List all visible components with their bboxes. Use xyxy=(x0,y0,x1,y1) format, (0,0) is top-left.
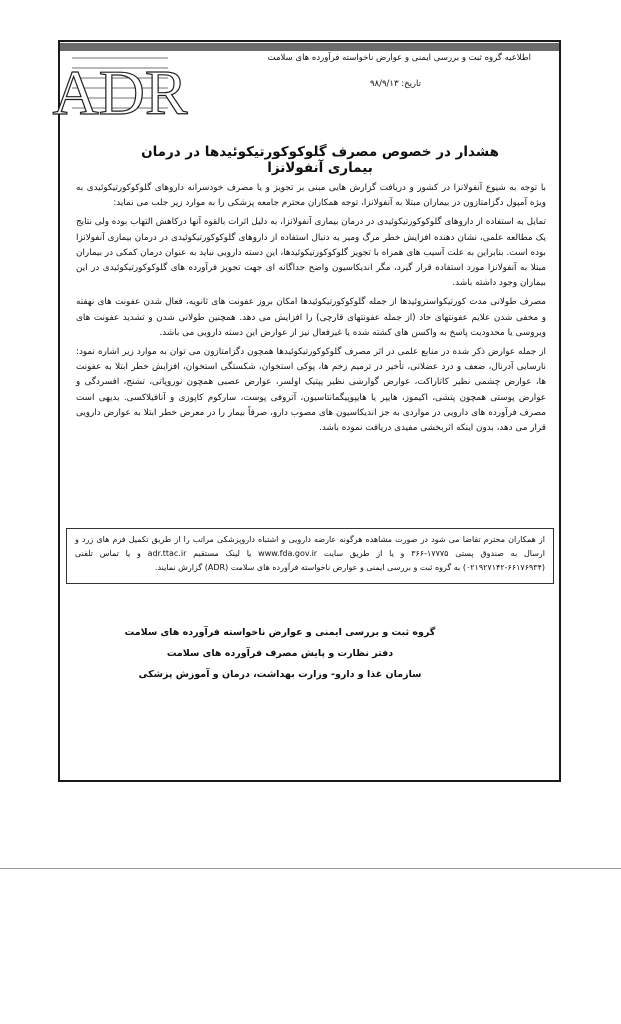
notice-text: از همکاران محترم تقاضا می شود در صورت مشاهده هرگونه عارضه دارویی و اشتباه داروپزشکی مراتب را از طریق تکمیل فرم های زرد و ارسال به صندوق پستی ۱۷۷۷۵-۳۶۶ و یا از طریق سایت www.fda.gov.ir یا لینک مستقیم adr.ttac.ir و یا تماس تلفنی (۶۶۱۷۶۹۳۴-۰۲۱۹۲۷۱۴۲) به گروه ثبت و بررسی ایمنی و عوارض ناخواسته فرآورده های سلامت (ADR) گزارش نمایند. xyxy=(75,535,545,572)
body-paragraph-2: تمایل به استفاده از داروهای گلوکوکورتیکوئیدی در درمان بیماری آنفولانزا، به دلیل اثرات بالقوه آنها درکاهش التهاب بوده ولی نتایج یک مطالعه علمی، نشان دهنده افزایش خطر مرگ ومیر به دنبال استفاده از داروهای گلوکوکورتیکوئیدی در درمان بیماری آنفولانزا بوده است. بنابراین به علت آسیب های همراه با تجویز گلوکوکورتیکوئیدها، این دسته دارویی نباید به عنوان درمان کمکی در بیماران مبتلا به آنفولانزا مورد استفاده قرار گیرد، مگر اندیکاسیون واضح جداگانه ای جهت تجویز فرآورده های گلوکوکورتیکوئیدی در این بیماران وجود داشته باشد. xyxy=(76,217,546,289)
signature-line-2: دفتر نظارت و پایش مصرف فرآورده های سلامت xyxy=(166,648,394,659)
body-paragraph-3: مصرف طولانی مدت کورتیکواستروئیدها از جمله گلوکوکورتیکوئیدها امکان بروز عفونت های ثانویه، فعال شدن عفونت های نهفته و مخفی شدن علایم عفونتهای حاد (از جمله عفونتهای قارچی) را افزایش می دهد. همچنین طولانی شدن و تشدید عفونت های ویروسی یا محدودیت پاسخ به واکسن های کشته شده یا غیرفعال نیز از عوارض این دسته دارویی می باشد. xyxy=(76,297,546,338)
date-line: تاریخ: ۹۸/۹/۱۳ xyxy=(369,79,421,89)
document-title: هشدار در خصوص مصرف گلوکوکورتیکوئیدها در درمان بیماری آنفولانزا xyxy=(141,144,499,176)
signature-line-1: گروه ثبت و بررسی ایمنی و عوارض ناخواسته فرآورده های سلامت xyxy=(124,627,436,638)
signature-line-3: سازمان غذا و دارو- وزارت بهداشت، درمان و آموزش پزشکی xyxy=(138,669,422,680)
signature-block xyxy=(120,622,440,685)
adr-logo xyxy=(52,48,188,128)
logo-text: ADR xyxy=(52,57,188,128)
header-org-line: اطلاعیه گروه ثبت و بررسی ایمنی و عوارض ناخواسته فرآورده های سلامت xyxy=(267,53,531,63)
body-paragraph-1: با توجه به شیوع آنفولانزا در کشور و دریافت گزارش هایی مبنی بر تجویز و یا مصرف خودسرانه داروهای گلوکوکورتیکوئیدی به ویژه آمپول دگزامتازون در بیماران مبتلا به آنفولانزا، توجه همکاران محترم جامعه پزشکی را به موارد زیر جلب می نماید: xyxy=(76,183,546,209)
body-paragraph-4: از جمله عوارض ذکر شده در منابع علمی در اثر مصرف گلوکوکورتیکوئیدها همچون دگزامتازون می توان به موارد زیر اشاره نمود: نارسایی آدرنال، ضعف و درد عضلانی، تأخیر در ترمیم زخم ها، پوکی استخوان، شکستگی استخوان، افزایش خطر ابتلا به عفونت ها، عوارض چشمی نظیر کاتاراکت، عوارض گوارشی نظیر پپتیک اولسر، عوارض عصبی همچون نوروپاتی، تشنج، افسردگی و عوارض پوستی همچون پتشی، اکیموز، هایپر یا هایپوپیگمانتاسیون، آتروفی پوست، سارکوم کاپوزی و آنافیلاکسی. بدیهی است مصرف فرآورده های دارویی در مواردی به جز اندیکاسیون های مصوب دارو، صرفاً بیمار را در معرض خطر ابتلا به عوارض دارویی قرار می دهد، بدون اینکه اثربخشی مفیدی دریافت نموده باشد. xyxy=(76,347,546,434)
reporting-notice-box xyxy=(66,528,554,584)
document-body xyxy=(76,181,546,440)
page-bottom-rule xyxy=(0,868,621,869)
